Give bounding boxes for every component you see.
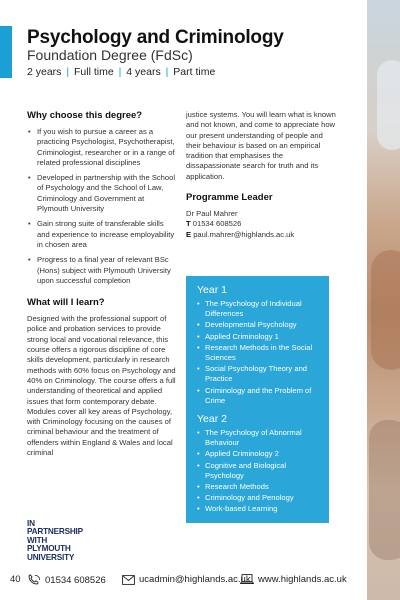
module-item: • The Psychology of Individual Differences	[197, 299, 319, 319]
learn-heading: What will I learn?	[27, 297, 105, 309]
page-number: 40	[10, 574, 21, 585]
phone-label: T	[186, 219, 191, 229]
envelope-icon	[122, 575, 135, 585]
mode-full-time: Full time	[74, 66, 114, 78]
module-item: • Work-based Learning	[197, 504, 319, 514]
header-accent-bar	[0, 26, 12, 78]
logo-line: PLYMOUTH	[27, 544, 71, 554]
mode-duration-part: 4 years	[126, 66, 161, 78]
why-heading: Why choose this degree?	[27, 110, 143, 121]
footer-website[interactable]	[240, 574, 347, 585]
why-list	[27, 127, 177, 286]
year-1-heading: Year 1	[197, 284, 227, 296]
right-column	[186, 110, 336, 240]
module-item: • The Psychology of Abnormal Behaviour	[197, 428, 319, 448]
mode-duration-full: 2 years	[27, 66, 62, 78]
learn-body-continued: justice systems. You will learn what is known and not known, and come to appreciate how our present understanding of people and their behaviour is based on an empirical tradition that emphasises the dissapassionate search for truth and its application.	[186, 110, 336, 181]
learn-body: Designed with the professional support of police and probation services to provide strong local and vocational relevance, this course offers a rigorous discipline of core skills development, particularly in research methods with 60% focus on Psychology and 40% on Criminology. The course offers a full understanding of theoretical and applied issues that form contemporary debate. Modules cover all key areas of Psychology, with Criminology focusing on the causes of criminal behaviour and the treatment of offenders within England & Wales and local criminal	[27, 314, 176, 458]
leader-email[interactable]: paul.mahrer@highlands.ac.uk	[193, 229, 295, 239]
page-subtitle: Foundation Degree (FdSc)	[27, 47, 193, 63]
footer-website-text: www.highlands.ac.uk	[258, 574, 347, 585]
phone-icon	[27, 574, 41, 586]
module-item: • Research Methods in the Social Sciences	[197, 343, 319, 363]
why-bullet: • Developed in partnership with the School of Psychology and the School of Law, Criminology and Government at Plymouth University	[27, 173, 177, 214]
mode-separator: |	[66, 66, 70, 78]
side-photo	[367, 0, 400, 600]
why-bullet: • If you wish to pursue a career as a practicing Psychologist, Psychotherapist, Criminologist, researcher or in a range of related professional disciplines	[27, 127, 177, 168]
module-item: • Social Psychology Theory and Practice	[197, 364, 319, 384]
why-bullet: • Gain strong suite of transferable skills and experience to increase employability in chosen area	[27, 219, 177, 250]
footer-phone[interactable]	[27, 574, 106, 586]
footer-phone-text: 01534 608526	[45, 574, 106, 586]
logo-line: WITH	[27, 535, 48, 545]
logo-line: IN	[27, 519, 35, 528]
module-item: • Criminology and Penology	[197, 493, 319, 503]
mode-separator: |	[165, 66, 169, 78]
module-item: • Cognitive and Biological Psychology	[197, 461, 319, 481]
leader-heading: Programme Leader	[186, 192, 273, 204]
mode-separator: |	[118, 66, 122, 78]
year-2-heading: Year 2	[197, 413, 227, 426]
left-column	[27, 110, 177, 458]
year-1-modules	[197, 299, 319, 406]
why-bullet: • Progress to a final year of relevant BSc (Hons) subject with Plymouth University upon successful completion	[27, 255, 177, 286]
year-2-modules	[197, 428, 319, 515]
page-footer	[0, 570, 367, 590]
study-modes	[27, 66, 215, 78]
footer-email[interactable]	[122, 574, 251, 585]
partnership-logo	[27, 520, 83, 562]
module-item: • Applied Criminology 1	[197, 332, 319, 342]
module-item: • Applied Criminology 2	[197, 449, 319, 459]
leader-phone: 01534 608526	[192, 219, 242, 229]
page-title: Psychology and Criminology	[27, 27, 284, 48]
mode-part-time: Part time	[173, 66, 216, 78]
leader-email-line	[186, 230, 336, 240]
footer-email-text: ucadmin@highlands.ac.uk	[139, 574, 251, 585]
email-label: E	[186, 229, 192, 239]
leader-phone-line	[186, 219, 336, 229]
logo-line: UNIVERSITY	[27, 552, 75, 562]
leader-name: Dr Paul Mahrer	[186, 209, 238, 219]
modules-box	[186, 276, 329, 523]
leader-contact	[186, 209, 336, 240]
laptop-icon	[240, 574, 254, 585]
module-item: • Criminology and the Problem of Crime	[197, 386, 319, 406]
module-item: • Research Methods	[197, 482, 319, 492]
logo-line: PARTNERSHIP	[27, 527, 83, 537]
module-item: • Developmental Psychology	[197, 320, 319, 330]
